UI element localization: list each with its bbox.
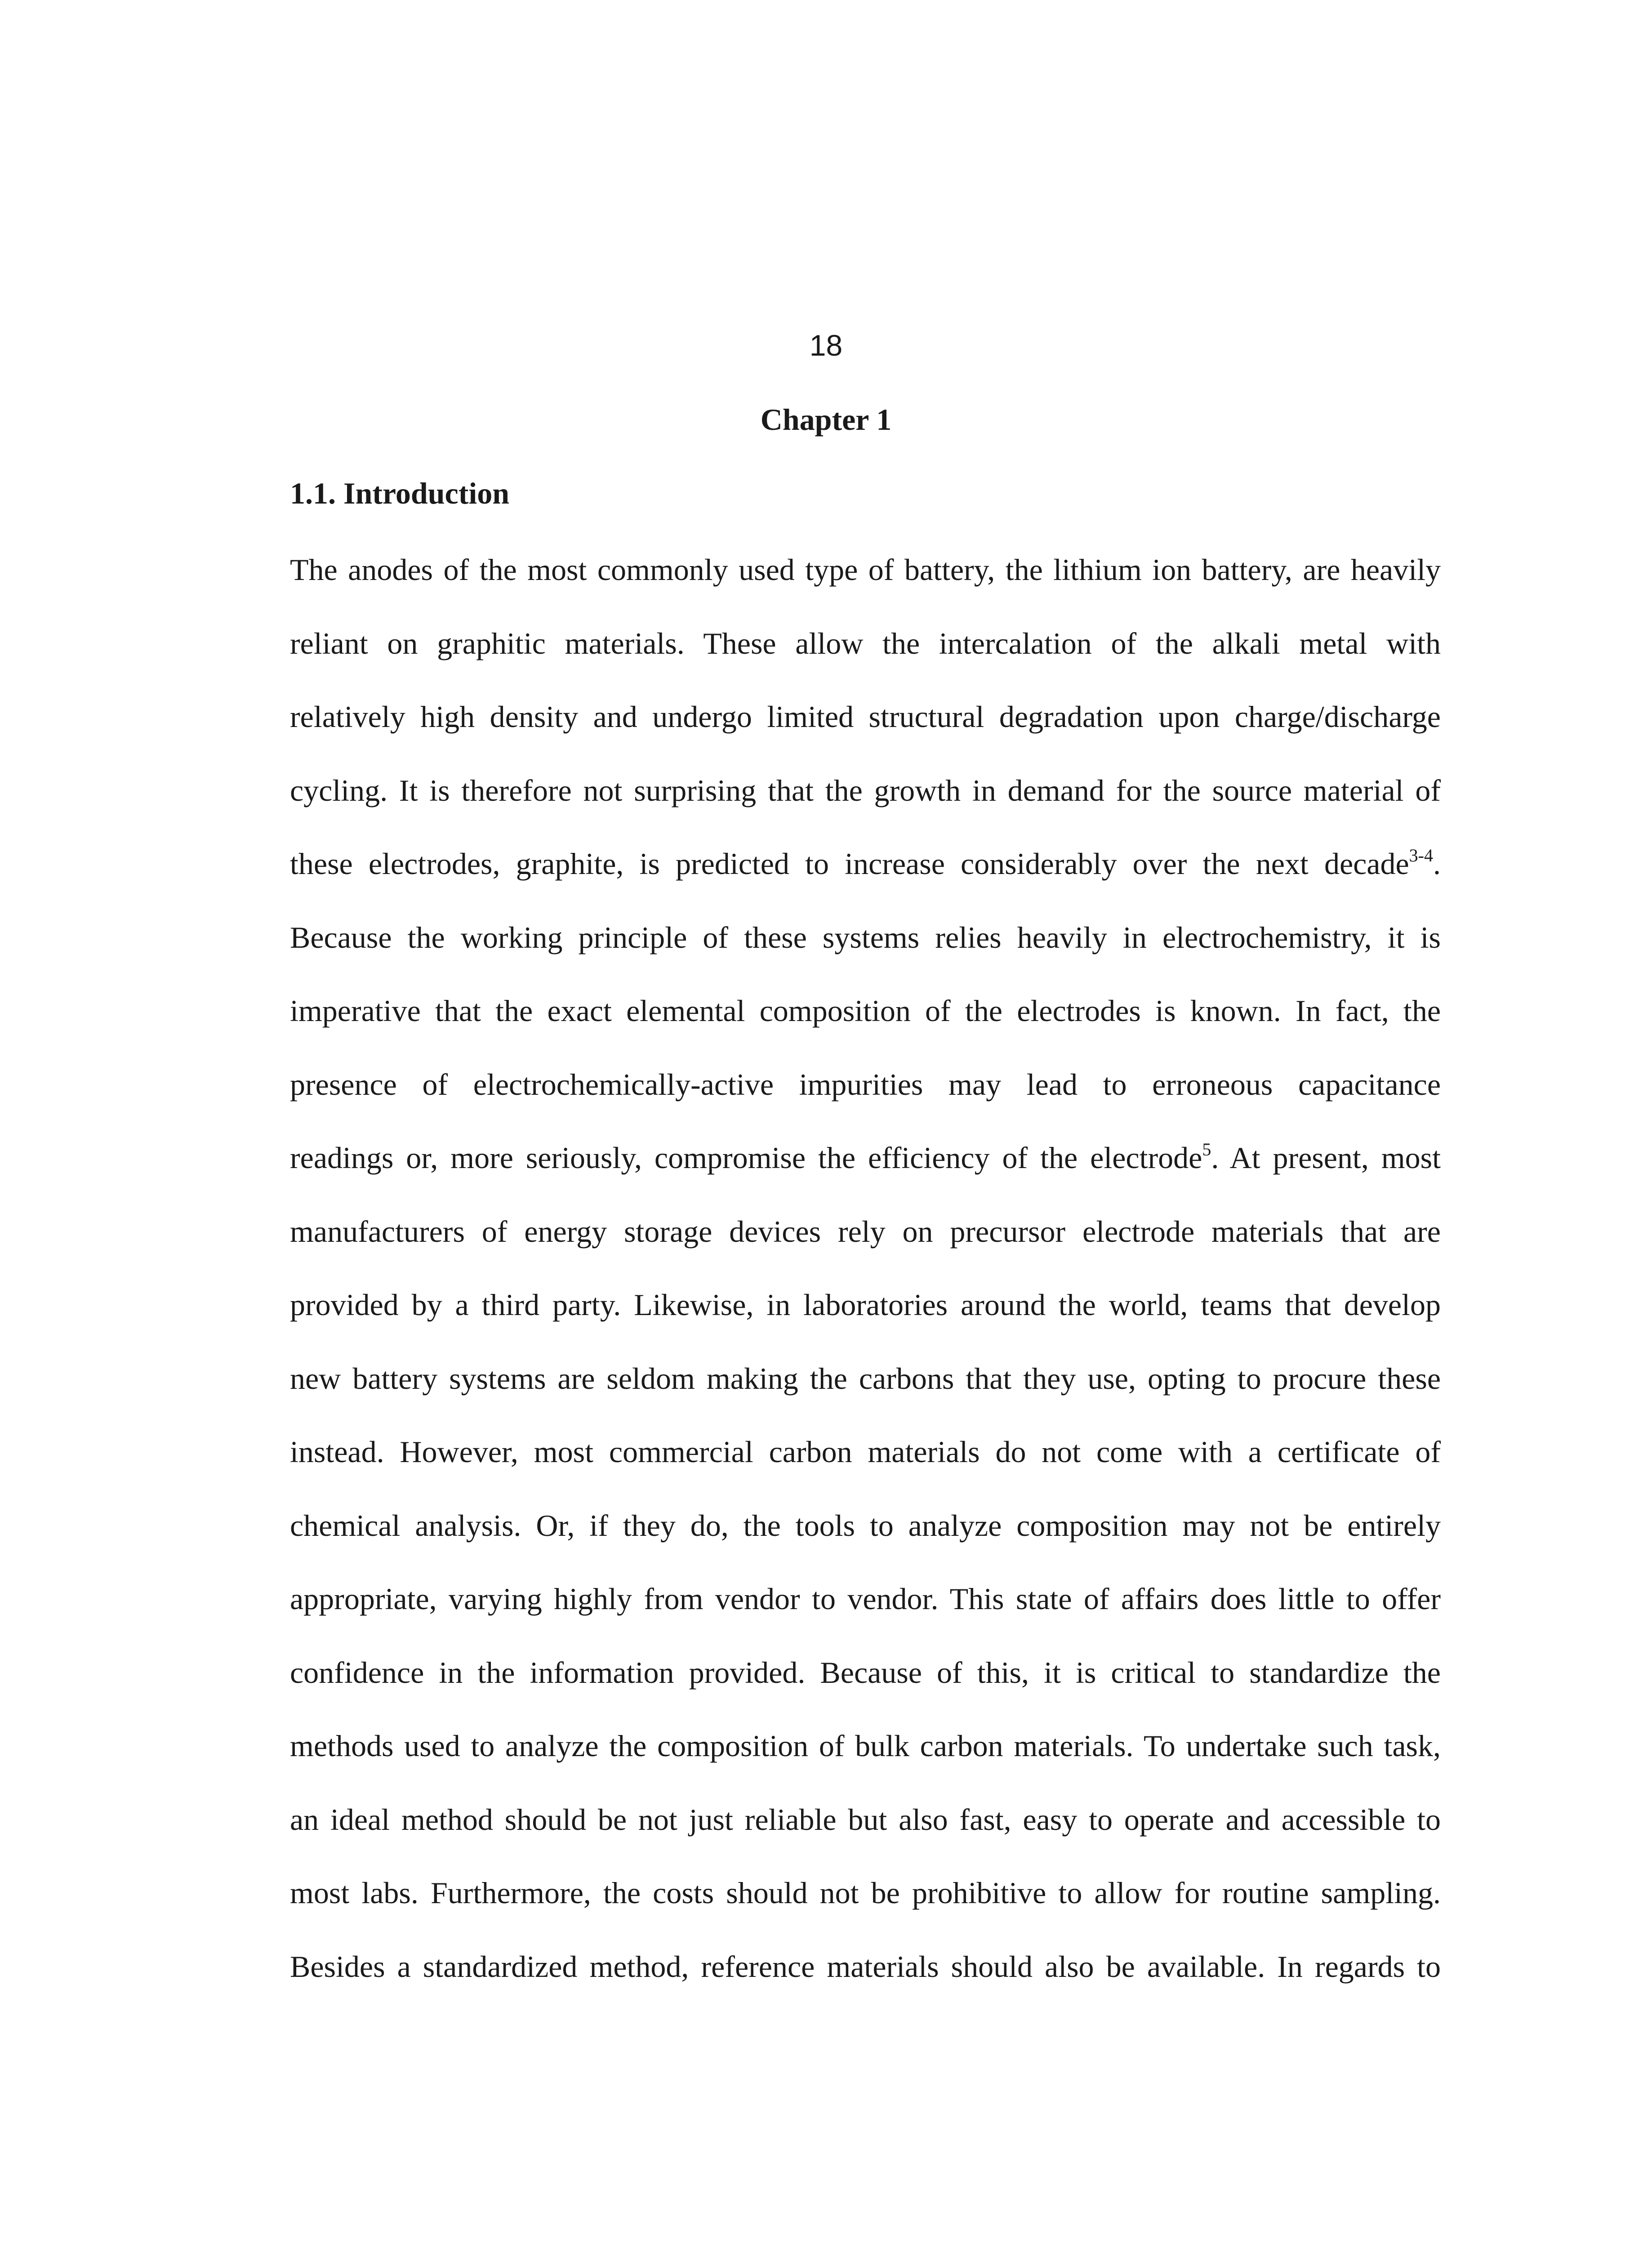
text-line: an ideal method should be not just reliable but also fast, easy to operate and accessible to [290,1802,1441,1837]
text-line: instead. However, most commercial carbon materials do not come with a certificate of [290,1435,1441,1469]
text-line: readings or, more seriously, compromise the efficiency of the electrode$^5$. At present, most [290,1139,1441,1175]
text-line: manufacturers of energy storage devices rely on precursor electrode materials that are [290,1214,1441,1249]
section-heading: 1.1. Introduction [290,476,510,510]
text-line: appropriate, varying highly from vendor to vendor. This state of affairs does little to offer [290,1582,1441,1616]
body-paragraph [290,545,1441,2015]
text-line: The anodes of the most commonly used type of battery, the lithium ion battery, are heavily [290,553,1441,587]
text-line: provided by a third party. Likewise, in laboratories around the world, teams that develop [290,1288,1441,1322]
citation-superscript: 3-4 [1409,845,1433,865]
text-line: cycling. It is therefore not surprising that the growth in demand for the source material of [290,773,1441,807]
text-line: confidence in the information provided. Because of this, it is critical to standardize the [290,1655,1441,1690]
text-line: methods used to analyze the composition of bulk carbon materials. To undertake such task, [290,1729,1441,1763]
text-line: relatively high density and undergo limited structural degradation upon charge/discharge [290,700,1441,734]
text-line: reliant on graphitic materials. These allow the intercalation of the alkali metal with [290,626,1441,660]
text-line: imperative that the exact elemental composition of the electrodes is known. In fact, the [290,994,1441,1028]
text-line: Because the working principle of these systems relies heavily in electrochemistry, it is [290,920,1441,955]
chapter-title: Chapter 1 [760,402,892,437]
text-line: most labs. Furthermore, the costs should not be prohibitive to allow for routine sampling. [290,1876,1441,1910]
citation-superscript: 5 [1202,1139,1211,1160]
text-line: presence of electrochemically-active impurities may lead to erroneous capacitance [290,1067,1441,1102]
text-line: these electrodes, graphite, is predicted to increase considerably over the next decade$^{3-4}$. [290,845,1441,881]
text-line: chemical analysis. Or, if they do, the tools to analyze composition may not be entirely [290,1508,1441,1543]
page-number: 18 [809,329,843,362]
text-line: new battery systems are seldom making the carbons that they use, opting to procure these [290,1361,1441,1396]
text-line: Besides a standardized method, reference materials should also be available. In regards to [290,1949,1441,1984]
